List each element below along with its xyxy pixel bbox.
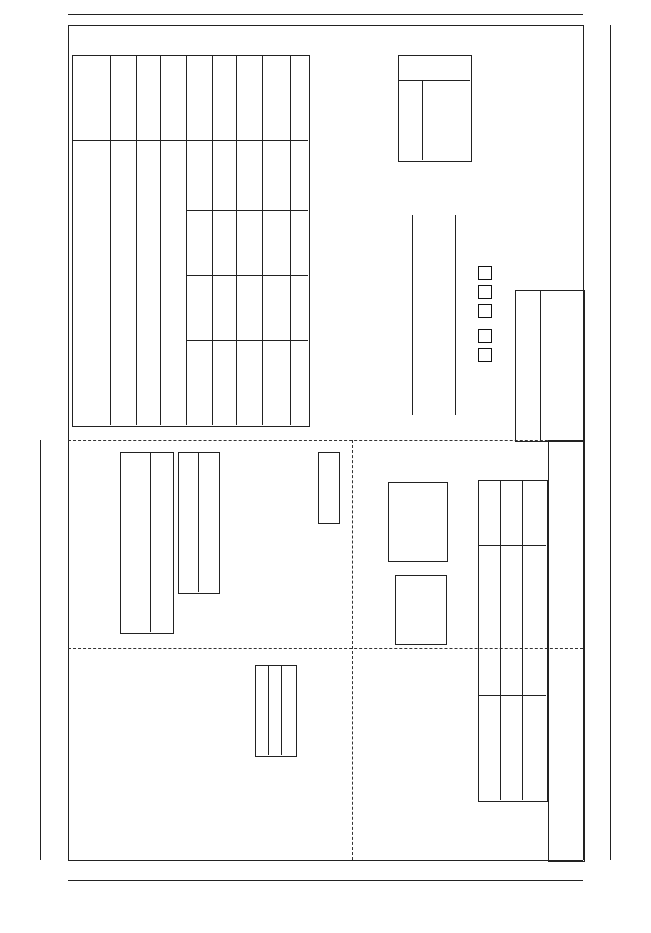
exam-col-5: [186, 55, 187, 425]
notice-result-div: [198, 452, 199, 592]
receipt-table: [478, 480, 548, 802]
exam-col-8: [110, 55, 111, 425]
address-line[interactable]: [455, 215, 456, 415]
left-dim-axis: [40, 440, 41, 860]
postal-boxes[interactable]: [478, 265, 494, 366]
ticket-div-2: [281, 665, 282, 755]
examinee-box: [515, 290, 585, 442]
exam-col-3: [236, 55, 237, 425]
exam-col-4: [212, 55, 213, 425]
ticket-table: [255, 665, 297, 757]
top-border: [68, 25, 583, 26]
notice-result-table: [178, 452, 220, 594]
request-text: [320, 75, 350, 395]
left-border: [68, 25, 69, 860]
fold-line-1: [68, 440, 583, 441]
exam-col-1: [290, 55, 291, 425]
exam-col-7: [136, 55, 137, 425]
exam-row-1: [72, 140, 308, 141]
exam-col-2: [262, 55, 263, 425]
dim-line-bottom: [68, 880, 583, 881]
stamp-box-div: [422, 80, 423, 160]
exam-row-2: [186, 210, 308, 211]
dim-line-182: [68, 14, 583, 15]
receipt-div-2: [522, 480, 523, 800]
phone-line: [412, 215, 413, 415]
bottom-border: [68, 860, 583, 861]
blind-note: [392, 486, 442, 556]
receipt-row-1: [478, 545, 546, 546]
receipt-div-1: [500, 480, 501, 800]
exam-table: [72, 55, 310, 427]
exam-col-6: [160, 55, 161, 425]
photo-note: [410, 580, 430, 640]
notice-pass-box: [120, 452, 174, 634]
notice-pass-div: [150, 452, 151, 632]
right-dim-axis: [610, 25, 611, 860]
notice-body: [238, 478, 262, 628]
receipt-row-2: [478, 695, 546, 696]
notice-exam-box: [318, 452, 340, 524]
proc-column: [548, 440, 585, 862]
examinee-box-div: [540, 290, 541, 440]
ticket-div-1: [268, 665, 269, 755]
exam-row-4: [186, 340, 308, 341]
stamp-note: [452, 62, 466, 157]
fold-line-vertical: [352, 440, 353, 860]
exam-row-3: [186, 275, 308, 276]
